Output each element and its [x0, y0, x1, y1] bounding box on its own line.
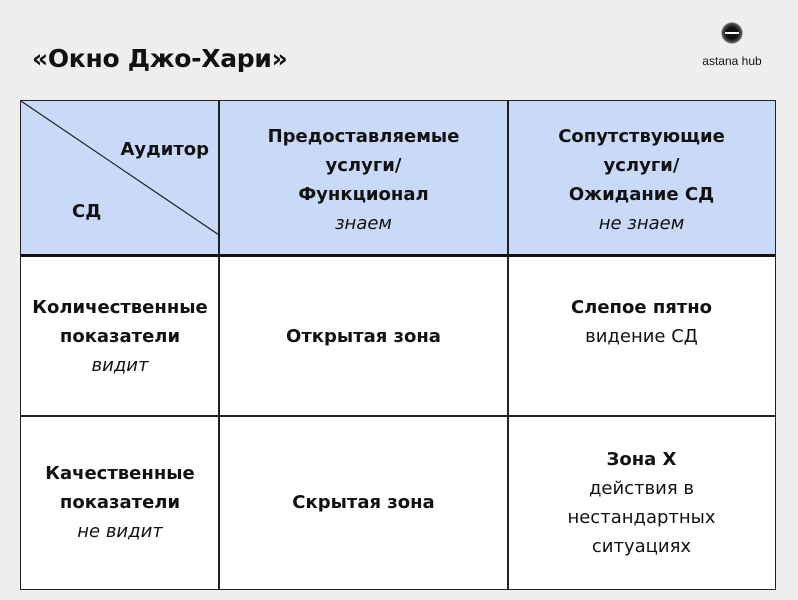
row-label-line: Количественные	[32, 296, 208, 318]
row-label-line: показатели	[59, 492, 181, 513]
header-cell-related-services	[508, 101, 775, 255]
header-line: Предоставляемые	[267, 126, 460, 147]
corner-diagonal-line	[21, 101, 219, 255]
corner-label-sd: СД	[72, 201, 102, 222]
header-line: Функционал	[298, 184, 429, 205]
row-label-qualitative	[21, 416, 219, 589]
corner-cell	[21, 101, 219, 255]
cell-blind-spot	[508, 257, 775, 415]
header-note: не знаем	[598, 213, 685, 234]
header-note: знаем	[334, 213, 393, 234]
zone-description: видение СД	[585, 326, 698, 347]
row-label-quantitative	[21, 257, 219, 415]
header-divider	[21, 254, 775, 257]
column-divider	[507, 101, 509, 589]
zone-title: Скрытая зона	[292, 492, 435, 513]
column-divider	[218, 101, 220, 589]
zone-title: Слепое пятно	[570, 297, 713, 318]
row-divider	[21, 415, 775, 417]
astana-hub-logo-icon	[721, 22, 743, 44]
cell-zone-x	[508, 416, 775, 589]
corner-label-auditor: Аудитор	[120, 139, 209, 160]
zone-title: Зона Х	[606, 448, 677, 470]
header-line: Ожидание СД	[568, 184, 715, 205]
header-line: услуги/	[325, 155, 402, 176]
johari-window-table	[20, 100, 776, 590]
logo-text: astana hub	[702, 54, 762, 68]
header-cell-provided-services	[219, 101, 508, 255]
zone-description: нестандартных	[567, 506, 716, 528]
zone-description: действия в	[588, 477, 695, 499]
zone-title: Открытая зона	[286, 325, 441, 347]
astana-hub-logo	[692, 22, 772, 72]
cell-hidden-zone	[219, 416, 508, 589]
row-label-line: показатели	[59, 325, 181, 347]
row-label-note: видит	[91, 354, 149, 376]
row-label-line: Качественные	[45, 463, 195, 484]
slide-title: «Окно Джо-Хари»	[32, 44, 288, 73]
header-line: услуги/	[603, 155, 680, 176]
cell-open-zone	[219, 257, 508, 415]
row-label-note: не видит	[77, 521, 163, 542]
header-line: Сопутствующие	[558, 126, 725, 147]
zone-description: ситуациях	[591, 535, 692, 557]
